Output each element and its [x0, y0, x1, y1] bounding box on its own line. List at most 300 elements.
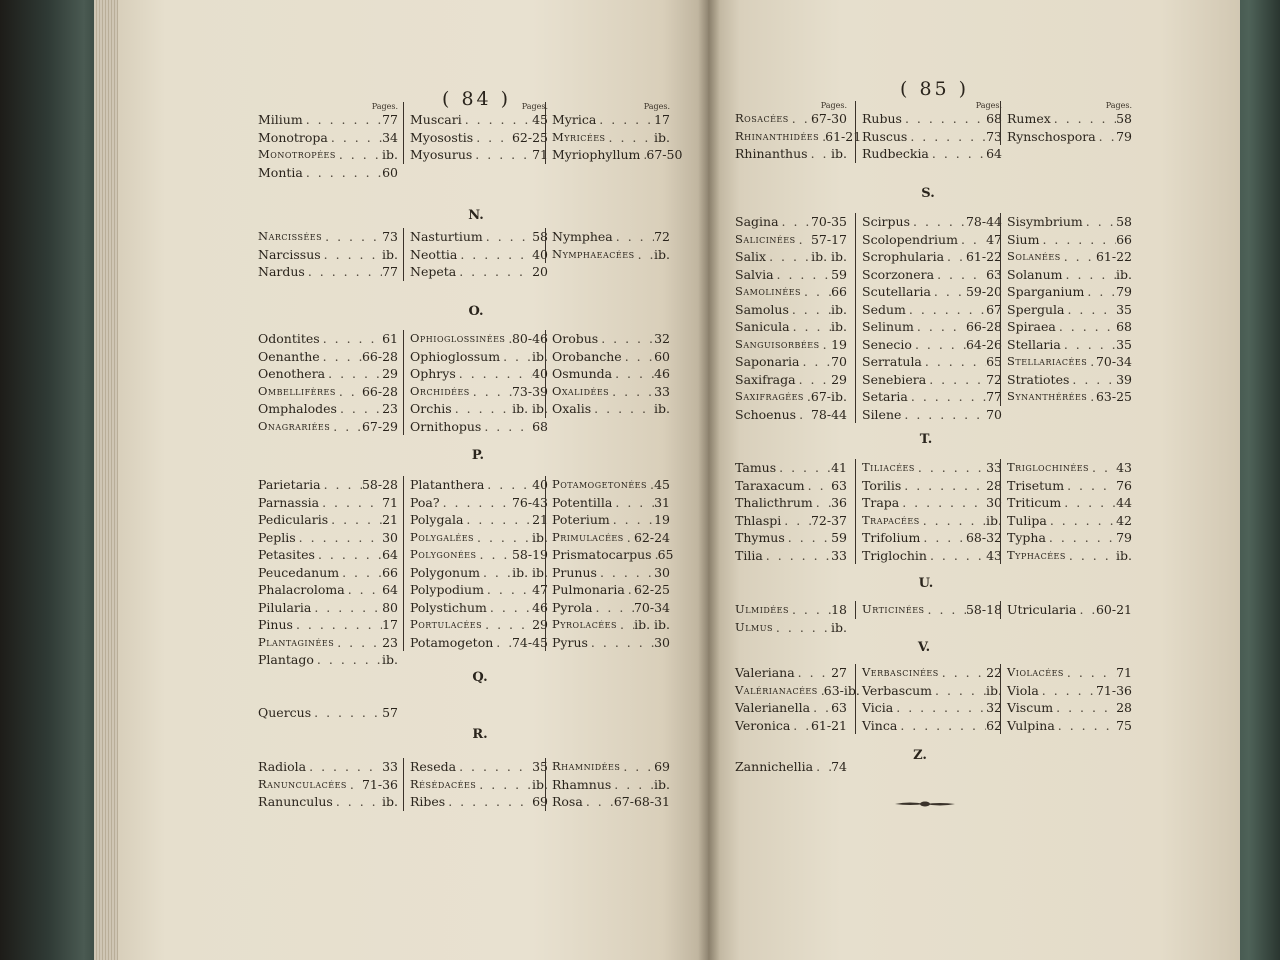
index-entry: [862, 231, 1002, 249]
leader-dots: [907, 128, 986, 146]
entry-name: Monotropées: [258, 147, 336, 161]
leader-dots: [635, 246, 654, 264]
entry-page: 61-21: [825, 128, 862, 144]
entry-page: 33: [654, 383, 670, 399]
section-letter: S.: [921, 186, 935, 201]
entry-page: ib.: [831, 146, 847, 161]
leader-dots: [333, 793, 382, 811]
entry-name: Myosurus: [410, 147, 473, 162]
entry-page: 66: [1116, 231, 1132, 247]
entry-name: Ranunculus: [258, 794, 333, 809]
entry-page: 57-17: [810, 231, 847, 247]
entry-name: Solanées: [1007, 249, 1061, 263]
leader-dots: [796, 371, 832, 389]
entry-page: ib.: [532, 529, 548, 545]
index-entry: [862, 512, 1002, 530]
index-entry: [862, 128, 1002, 146]
entry-page: 21: [532, 512, 548, 527]
entry-page: 71: [1116, 665, 1132, 680]
entry-page: 68-32: [965, 530, 1002, 545]
entry-page: 46: [654, 366, 670, 381]
leader-dots: [1061, 336, 1116, 354]
entry-page: 72-37: [810, 512, 847, 528]
entry-name: Ophrys: [410, 366, 456, 381]
index-entry: [258, 146, 398, 164]
index-entry: [410, 616, 548, 634]
leader-dots: [920, 512, 986, 530]
index-entry: [258, 164, 398, 182]
entry-name: Ombellifères: [258, 383, 336, 398]
entry-name: Samolinées: [735, 284, 802, 298]
entry-page: 43: [1116, 460, 1132, 475]
leader-dots: [592, 599, 634, 617]
index-entry: [258, 634, 398, 652]
entry-name: Senecio: [862, 336, 912, 352]
leader-dots: [456, 758, 532, 776]
entry-page: 65: [986, 354, 1002, 369]
entry-name: Schoenus: [735, 406, 797, 422]
entry-page: 68: [1116, 319, 1132, 334]
entry-page: 58-18: [965, 602, 1002, 617]
index-entry: [258, 494, 398, 512]
entry-page: ib.: [532, 776, 548, 792]
section-letter: Z.: [913, 748, 927, 763]
entry-name: Tilia: [735, 547, 763, 563]
entry-name: Muscari: [410, 112, 462, 127]
entry-name: Torilis: [862, 477, 902, 493]
index-entry: [1007, 388, 1132, 406]
entry-page: 71-36: [361, 776, 398, 792]
index-entry: [552, 581, 670, 599]
index-entry: [1007, 283, 1132, 301]
leader-dots: [336, 146, 382, 164]
leader-dots: [598, 330, 654, 348]
leader-dots: [306, 758, 382, 776]
leader-dots: [620, 758, 654, 776]
entry-name: Valérianacées: [735, 682, 818, 697]
leader-dots: [1066, 547, 1116, 565]
entry-name: Potamogetonées: [552, 477, 648, 491]
index-entry: [258, 529, 398, 547]
index-column: [855, 101, 1002, 163]
index-entry: [552, 111, 670, 129]
leader-dots: [897, 717, 986, 735]
entry-name: Poterium: [552, 512, 610, 527]
index-column: [735, 664, 860, 734]
entry-page: 33: [831, 547, 847, 563]
index-entry: [1007, 266, 1132, 284]
index-entry: [258, 348, 398, 366]
entry-page: 41: [831, 460, 847, 475]
entry-page: 80: [382, 599, 398, 615]
entry-page: ib.: [986, 512, 1002, 528]
leader-dots: [789, 601, 831, 619]
section-letter: N.: [468, 208, 484, 223]
index-entry: [258, 246, 398, 264]
index-entry: [410, 564, 548, 582]
entry-name: Oxalis: [552, 401, 592, 416]
entry-page: 66: [831, 284, 847, 299]
entry-page: 68: [986, 111, 1002, 126]
leader-dots: [1039, 231, 1116, 249]
entry-name: Narcissées: [258, 229, 323, 243]
entry-name: Vulpina: [1007, 717, 1055, 733]
leader-dots: [1056, 318, 1116, 336]
entry-name: Ophioglossinées: [410, 331, 506, 345]
entry-name: Triticum: [1007, 495, 1062, 510]
entry-page: ib.: [532, 348, 548, 364]
leader-dots: [932, 682, 986, 700]
index-entry: [735, 547, 847, 565]
index-entry: [552, 494, 670, 512]
entry-page: 73: [382, 229, 398, 244]
section-letter: U.: [918, 576, 934, 591]
index-entry: [552, 564, 670, 582]
entry-name: Sium: [1007, 231, 1040, 247]
leader-dots: [926, 371, 986, 389]
leader-dots: [319, 494, 382, 512]
index-entry: [410, 599, 548, 617]
index-entry: [552, 129, 670, 147]
entry-page: 66: [382, 564, 398, 580]
entry-name: Plantaginées: [258, 634, 335, 649]
index-entry: [862, 266, 1002, 284]
entry-page: 45: [654, 477, 670, 492]
entry-name: Résédacées: [410, 776, 477, 791]
entry-page: 40: [532, 477, 548, 492]
leader-dots: [899, 494, 986, 512]
index-entry: [410, 793, 548, 811]
leader-dots: [462, 111, 532, 129]
leader-dots: [914, 318, 966, 336]
entry-name: Tiliacées: [862, 460, 915, 474]
entry-name: Odontites: [258, 331, 320, 346]
index-entry: [552, 776, 670, 794]
leader-dots: [813, 494, 831, 512]
entry-name: Sanicula: [735, 319, 790, 334]
index-column: [1000, 101, 1132, 145]
entry-name: Solanum: [1007, 266, 1063, 282]
leader-dots: [456, 365, 532, 383]
leader-dots: [934, 266, 986, 284]
entry-name: Oxalidées: [552, 383, 610, 398]
leader-dots: [785, 529, 831, 547]
entry-page: ib.: [831, 619, 847, 635]
entry-name: Prunus: [552, 564, 597, 580]
leader-dots: [804, 388, 811, 406]
index-entry: [735, 283, 847, 301]
entry-page: ib.: [654, 776, 670, 792]
entry-name: Scirpus: [862, 214, 911, 229]
leader-dots: [1061, 248, 1096, 266]
leader-dots: [480, 564, 512, 582]
leader-dots: [487, 599, 532, 617]
index-column: [855, 601, 1002, 619]
leader-dots: [1076, 601, 1095, 619]
entry-name: Salvia: [735, 266, 774, 282]
entry-page: 61-22: [1095, 249, 1132, 264]
entry-page: 58-28: [361, 477, 398, 492]
leader-dots: [795, 664, 831, 682]
entry-name: Oenanthe: [258, 348, 320, 364]
entry-name: Synanthérées: [1007, 389, 1088, 403]
entry-name: Portulacées: [410, 617, 483, 631]
entry-page: 76: [1116, 477, 1132, 493]
leader-dots: [808, 145, 831, 163]
index-entry: [862, 601, 1002, 619]
leader-dots: [801, 283, 831, 301]
index-entry: [410, 758, 548, 776]
index-column: [258, 704, 398, 722]
leader-dots: [820, 336, 832, 354]
entry-page: 62-25: [633, 582, 670, 597]
leader-dots: [597, 564, 654, 582]
leader-dots: [893, 699, 986, 717]
entry-name: Pulmonaria: [552, 582, 625, 597]
index-entry: [552, 400, 670, 418]
index-entry: [1007, 336, 1132, 354]
entry-page: 61-21: [810, 717, 847, 733]
entry-name: Sanguisorbées: [735, 336, 820, 351]
entry-name: Tamus: [735, 460, 777, 475]
entry-page: 61-22: [965, 249, 1002, 264]
entry-name: Triglochin: [862, 547, 927, 563]
index-entry: [862, 110, 1002, 128]
entry-page: ib.: [654, 129, 670, 145]
entry-name: Polygalées: [410, 529, 475, 544]
entry-name: Ulmus: [735, 619, 773, 634]
entry-page: 32: [986, 700, 1002, 715]
leader-dots: [611, 776, 654, 794]
entry-name: Myriophyllum: [552, 147, 641, 162]
index-column: [403, 330, 548, 435]
leader-dots: [789, 301, 831, 319]
leader-dots: [908, 388, 986, 406]
index-entry: [258, 564, 398, 582]
index-entry: [258, 263, 398, 281]
entry-page: 18: [831, 602, 847, 617]
entry-name: Urticinées: [862, 602, 925, 616]
index-entry: [552, 758, 670, 776]
index-column: [855, 664, 1002, 734]
index-entry: [862, 717, 1002, 735]
entry-name: Typha: [1007, 530, 1046, 545]
entry-page: 76-43: [511, 494, 548, 510]
index-entry: [258, 599, 398, 617]
leader-dots: [320, 330, 382, 348]
index-column: [258, 476, 398, 669]
index-entry: [552, 146, 683, 164]
entry-page: 70-34: [633, 599, 670, 615]
leader-dots: [293, 616, 382, 634]
entry-name: Poa?: [410, 494, 440, 510]
index-entry: [1007, 512, 1132, 530]
index-entry: [862, 248, 1002, 266]
section-letter: T.: [919, 432, 933, 447]
entry-name: Ornithopus: [410, 418, 482, 434]
leader-dots: [305, 263, 382, 281]
leader-dots: [470, 383, 512, 401]
index-entry: [552, 348, 670, 366]
leader-dots: [315, 546, 382, 564]
leader-dots: [939, 664, 986, 682]
index-column: [735, 758, 847, 776]
entry-page: 19: [831, 336, 847, 352]
entry-name: Rynschospora: [1007, 128, 1096, 144]
entry-page: ib. ib.: [512, 564, 548, 580]
entry-page: 63-25: [1095, 389, 1132, 404]
entry-page: 66-28: [965, 319, 1002, 334]
index-entry: [862, 459, 1002, 477]
leader-dots: [1096, 128, 1116, 146]
entry-page: 63-ib.: [823, 682, 860, 698]
index-entry: [862, 318, 1002, 336]
entry-name: Reseda: [410, 759, 457, 774]
entry-page: 77: [986, 389, 1002, 404]
index-entry: [735, 128, 862, 146]
leader-dots: [790, 318, 831, 336]
entry-page: 30: [654, 564, 670, 580]
leader-dots: [1047, 512, 1116, 530]
index-entry: [552, 634, 670, 652]
index-entry: [1007, 353, 1132, 371]
leader-dots: [805, 477, 831, 495]
entry-page: 33: [382, 759, 398, 774]
leader-dots: [347, 776, 362, 794]
entry-name: Rudbeckia: [862, 146, 929, 161]
entry-page: 71-36: [1095, 682, 1132, 698]
index-entry: [1007, 547, 1132, 565]
leader-dots: [481, 418, 532, 436]
entry-name: Rubus: [862, 111, 902, 126]
index-entry: [1007, 682, 1132, 700]
index-entry: [410, 263, 548, 281]
entry-page: ib.: [831, 301, 847, 317]
entry-page: 29: [831, 371, 847, 387]
leader-dots: [596, 111, 654, 129]
entry-page: 47: [532, 582, 548, 597]
entry-page: 63: [831, 477, 847, 493]
index-entry: [1007, 717, 1132, 735]
index-entry: [1007, 110, 1132, 128]
index-entry: [862, 301, 1002, 319]
entry-name: Nasturtium: [410, 229, 483, 244]
leader-dots: [588, 634, 654, 652]
entry-name: Verbascum: [862, 682, 933, 698]
leader-dots: [474, 529, 532, 547]
entry-name: Polygonum: [410, 564, 480, 580]
entry-name: Monotropa: [258, 129, 328, 145]
leader-dots: [796, 231, 811, 249]
entry-name: Thymus: [735, 530, 785, 545]
entry-page: 64: [382, 582, 398, 597]
leader-dots: [625, 581, 634, 599]
entry-name: Pyrola: [552, 599, 593, 615]
leader-dots: [647, 476, 654, 494]
index-entry: [1007, 301, 1132, 319]
entry-name: Veronica: [735, 717, 791, 733]
leader-dots: [927, 547, 986, 565]
index-entry: [1007, 248, 1132, 266]
entry-page: 73: [986, 128, 1002, 144]
index-entry: [552, 228, 670, 246]
entry-name: Polygala: [410, 512, 464, 527]
leader-dots: [1087, 388, 1096, 406]
index-entry: [735, 664, 847, 682]
entry-page: 66-28: [361, 383, 398, 399]
leader-dots: [773, 619, 831, 637]
leader-dots: [901, 406, 986, 424]
leader-dots: [1051, 110, 1116, 128]
entry-name: Potamogeton: [410, 634, 494, 650]
entry-name: Sisymbrium: [1007, 214, 1083, 229]
leader-dots: [484, 476, 532, 494]
entry-page: 62: [986, 717, 1002, 733]
entry-name: Phalacroloma: [258, 582, 345, 597]
entry-page: 77: [382, 264, 398, 279]
leader-dots: [500, 348, 532, 366]
entry-page: 69: [654, 759, 670, 774]
entry-page: 59: [831, 530, 847, 545]
leader-dots: [1069, 371, 1116, 389]
entry-page: 46: [532, 599, 548, 615]
entry-page: 47: [986, 231, 1002, 247]
leader-dots: [1039, 682, 1096, 700]
entry-name: Orobus: [552, 331, 599, 346]
entry-page: 27: [831, 665, 847, 680]
end-ornament: [895, 800, 955, 808]
leader-dots: [1083, 213, 1116, 231]
entry-name: Peplis: [258, 529, 296, 545]
leader-dots: [296, 529, 382, 547]
entry-name: Pedicularis: [258, 512, 329, 527]
entry-name: Myrica: [552, 112, 597, 127]
entry-name: Spergula: [1007, 301, 1065, 317]
entry-page: 17: [382, 617, 398, 632]
index-entry: [735, 353, 847, 371]
entry-name: Rosacées: [735, 111, 789, 125]
index-column: [545, 102, 683, 164]
index-entry: [1007, 213, 1132, 231]
index-entry: [552, 599, 670, 617]
index-entry: [258, 418, 398, 436]
entry-page: 39: [1116, 371, 1132, 387]
index-entry: [735, 477, 847, 495]
entry-name: Trapa: [862, 495, 900, 510]
leader-dots: [931, 283, 966, 301]
entry-page: ib. ib.: [634, 617, 670, 632]
index-entry: [1007, 699, 1132, 717]
index-entry: [410, 400, 548, 418]
entry-name: Peucedanum: [258, 564, 340, 580]
index-entry: [862, 547, 1002, 565]
entry-page: ib.: [654, 246, 670, 262]
pages-header: Pages.: [643, 102, 670, 111]
index-entry: [862, 682, 1002, 700]
index-entry: [735, 145, 847, 163]
entry-page: 35: [1116, 301, 1132, 317]
entry-page: 67-68-31: [613, 794, 670, 809]
entry-page: 63: [831, 700, 847, 715]
index-entry: [410, 330, 548, 348]
leader-dots: [473, 129, 512, 147]
index-entry: [735, 231, 847, 249]
index-entry: [1007, 601, 1132, 619]
entry-page: 65: [657, 547, 674, 562]
index-entry: [552, 529, 670, 547]
entry-name: Osmunda: [552, 366, 613, 381]
entry-name: Myosostis: [410, 129, 474, 145]
